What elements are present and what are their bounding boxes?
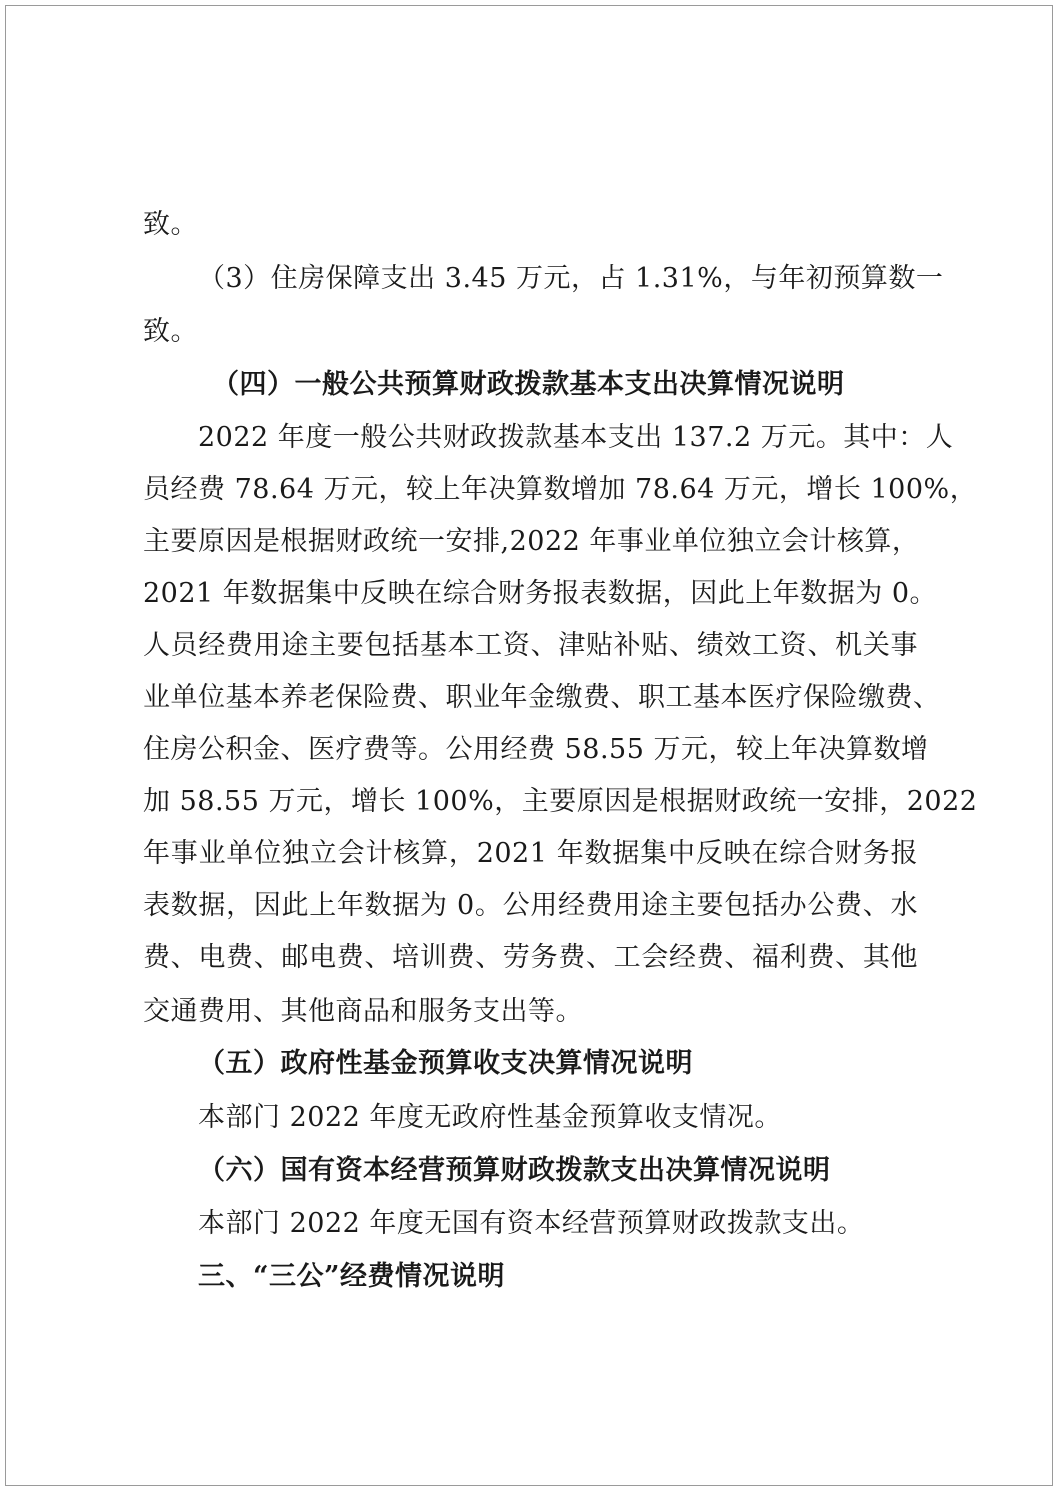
section-heading-three-public: 三、“三公”经费情况说明 [198, 1261, 506, 1292]
paragraph-basic-expenditure-line-5: 人员经费用途主要包括基本工资、津贴补贴、绩效工资、机关事 [143, 630, 918, 661]
paragraph-basic-expenditure-line-1: 2022 年度一般公共财政拨款基本支出 137.2 万元。其中：人 [198, 422, 954, 453]
heading-state-capital: （六）国有资本经营预算财政拨款支出决算情况说明 [198, 1155, 831, 1186]
paragraph-basic-expenditure-line-12: 交通费用、其他商品和服务支出等。 [143, 996, 583, 1027]
heading-government-fund: （五）政府性基金预算收支决算情况说明 [198, 1048, 693, 1079]
paragraph-government-fund: 本部门 2022 年度无政府性基金预算收支情况。 [198, 1102, 782, 1133]
paragraph-basic-expenditure-line-3: 主要原因是根据财政统一安排,2022 年事业单位独立会计核算， [143, 526, 920, 557]
paragraph-basic-expenditure-line-10: 表数据，因此上年数据为 0。公用经费用途主要包括办公费、水 [143, 890, 918, 921]
heading-basic-expenditure: （四）一般公共预算财政拨款基本支出决算情况说明 [212, 369, 845, 400]
paragraph-basic-expenditure-line-2: 员经费 78.64 万元，较上年决算数增加 78.64 万元，增长 100%， [143, 474, 978, 505]
paragraph-basic-expenditure-line-4: 2021 年数据集中反映在综合财务报表数据，因此上年数据为 0。 [143, 578, 938, 609]
paragraph-housing-expenditure: （3）住房保障支出 3.45 万元，占 1.31%，与年初预算数一 [198, 263, 944, 294]
paragraph-basic-expenditure-line-8: 加 58.55 万元，增长 100%，主要原因是根据财政统一安排，2022 [143, 786, 978, 817]
paragraph-basic-expenditure-line-9: 年事业单位独立会计核算，2021 年数据集中反映在综合财务报 [143, 838, 918, 869]
paragraph-state-capital: 本部门 2022 年度无国有资本经营预算财政拨款支出。 [198, 1208, 865, 1239]
paragraph-basic-expenditure-line-11: 费、电费、邮电费、培训费、劳务费、工会经费、福利费、其他 [143, 942, 918, 973]
text-line-continuation-2: 致。 [143, 316, 198, 347]
paragraph-basic-expenditure-line-7: 住房公积金、医疗费等。公用经费 58.55 万元，较上年决算数增 [143, 734, 929, 765]
text-line-continuation-1: 致。 [143, 209, 198, 240]
paragraph-basic-expenditure-line-6: 业单位基本养老保险费、职业年金缴费、职工基本医疗保险缴费、 [143, 682, 941, 713]
